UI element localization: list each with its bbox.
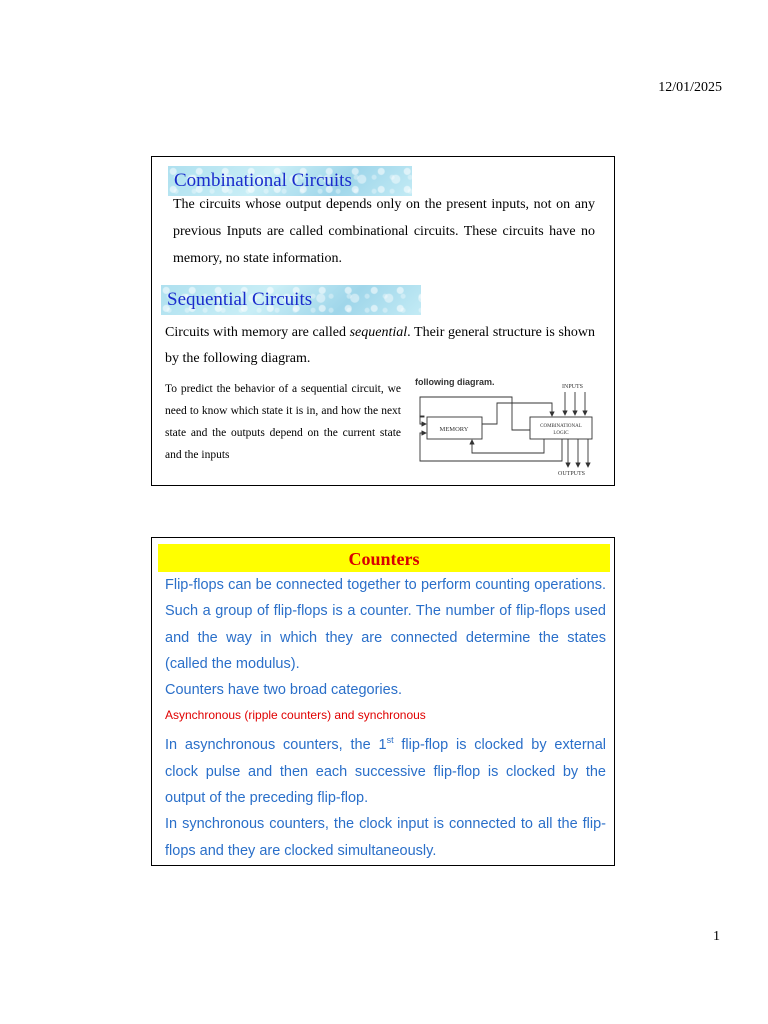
page-number: 1 (713, 929, 720, 944)
sequential-circuit-diagram (412, 375, 607, 477)
sequential-circuits-text (165, 320, 595, 372)
async-superscript: st (386, 735, 394, 746)
counters-paragraph-synchronous: In synchronous counters, the clock input is connected to all the flip-flops and they are clocked simultaneously. (165, 816, 606, 859)
logic-label-line2: LOGIC (553, 431, 569, 436)
combinational-circuits-text: The circuits whose output depends only on the present inputs, not on any previous Inputs are called combinational circuits. These circuits have no memory, no state information. (173, 197, 595, 266)
memory-label: MEMORY (439, 426, 469, 433)
counters-paragraph-flipflops: Flip-flops can be connected together to perform counting operations. Such a group of flip-flops is a counter. The number of flip-flops used and the way in which they are connected determine the states (called the modulus). (165, 577, 606, 672)
outputs-label: OUTPUTS (558, 471, 586, 477)
counters-title: Counters (158, 544, 610, 572)
async-text-end: flip-flop is clocked by external clock pulse and then each successive flip-flop is clocked by the output of the preceding flip-flop. (165, 737, 607, 806)
counters-body (165, 572, 606, 864)
slide-counters (151, 537, 615, 866)
date: 12/01/2025 (658, 80, 722, 95)
sequential-text-end: . Their general structure is shown by the following diagram. (165, 325, 596, 366)
counters-category-types: Asynchronous (ripple counters) and synchronous (165, 708, 426, 723)
logic-label-line1: COMBINATIONAL (540, 424, 582, 429)
sequential-circuits-title: Sequential Circuits (161, 285, 421, 315)
diagram-caption: following diagram. (415, 377, 495, 387)
slide-combinational-sequential (151, 156, 615, 486)
predict-behavior-text: To predict the behavior of a sequential circuit, we need to know which state it is in, and how the next state and the outputs depend on the current state and the inputs (165, 383, 401, 461)
sequential-text-start: Circuits with memory are called (165, 325, 350, 340)
combinational-circuits-title: Combinational Circuits (168, 166, 412, 196)
sequential-term: sequential (349, 325, 408, 340)
counters-paragraph-categories: Counters have two broad categories. (165, 682, 402, 699)
async-text-start: In asynchronous counters, the 1 (165, 737, 387, 754)
counters-paragraph-asynchronous (165, 727, 606, 811)
inputs-label: INPUTS (562, 384, 584, 390)
